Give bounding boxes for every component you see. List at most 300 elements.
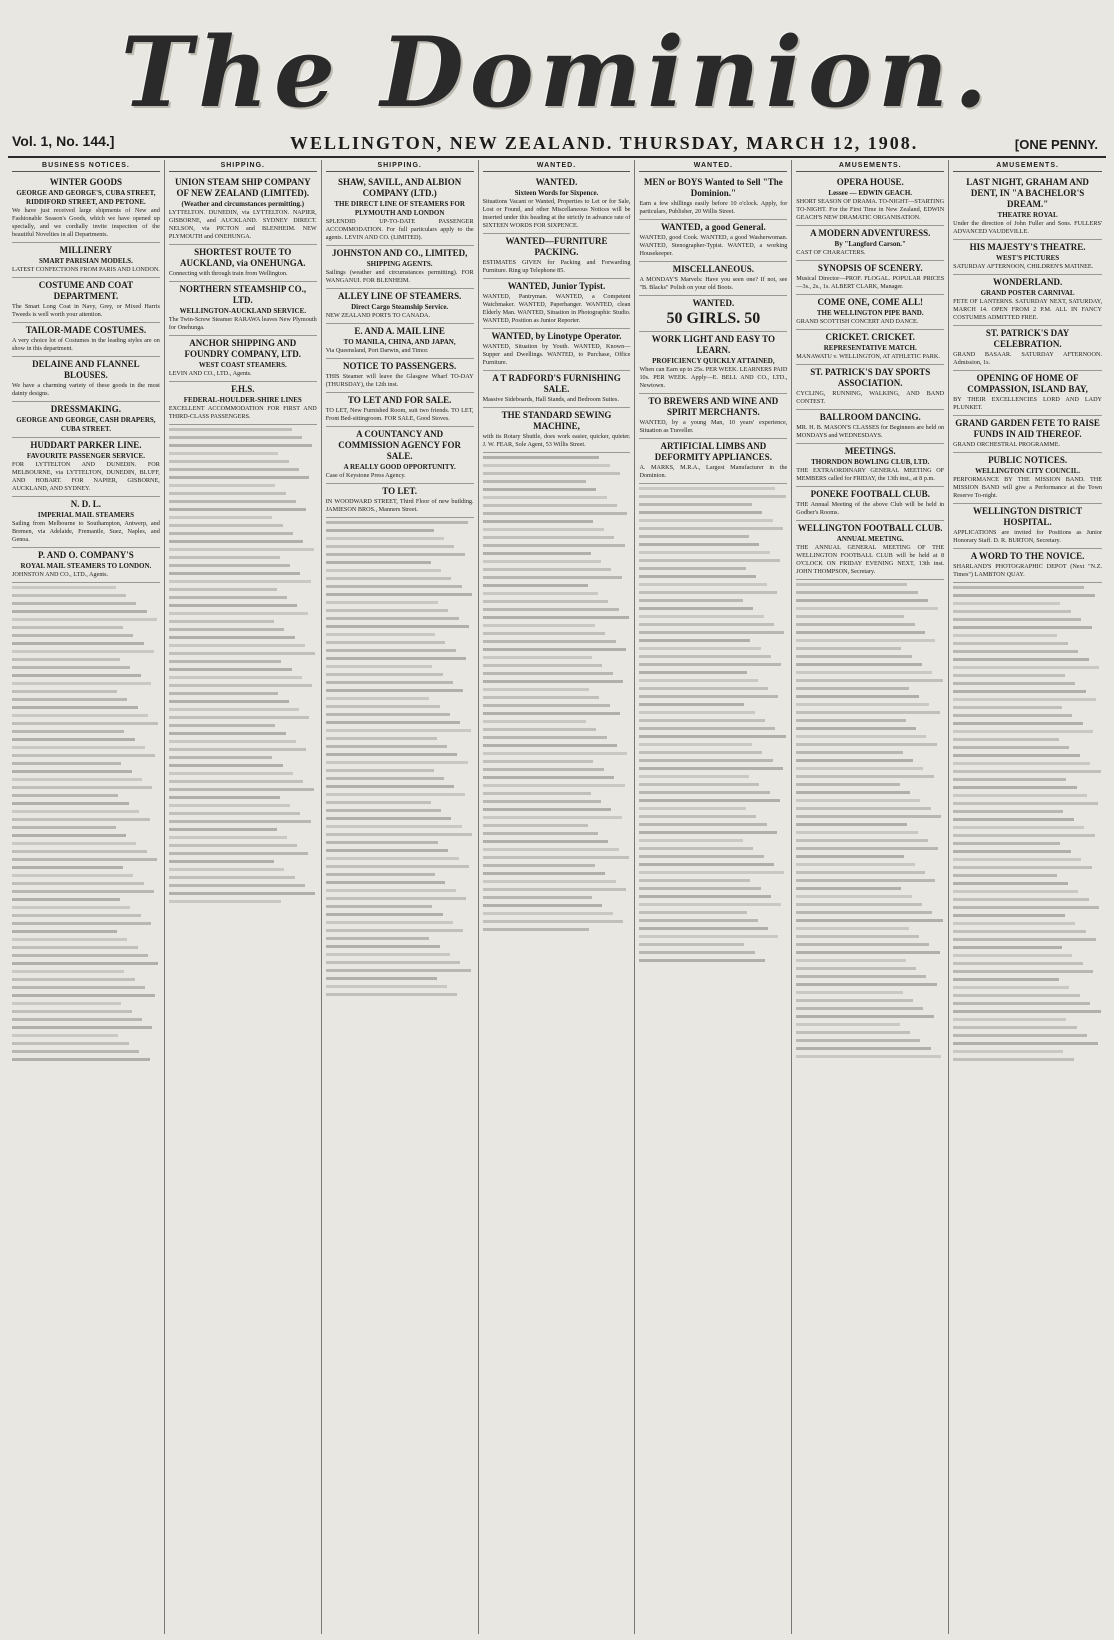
print-line bbox=[953, 959, 1083, 965]
print-line bbox=[953, 999, 1090, 1005]
print-line bbox=[169, 881, 305, 887]
print-line bbox=[483, 669, 613, 675]
print-line bbox=[12, 751, 155, 757]
print-line bbox=[169, 849, 308, 855]
print-line bbox=[12, 727, 124, 733]
ad-body: WANTED, Situation by Youth. WANTED, Known—Supper and Dwellings. WANTED, to Purchase, Office Furniture. bbox=[482, 343, 631, 366]
advertisement bbox=[639, 175, 787, 220]
ad-heading: ANCHOR SHIPPING AND FOUNDRY COMPANY, LTD. bbox=[184, 338, 302, 359]
print-line bbox=[639, 604, 753, 610]
print-line bbox=[12, 1007, 132, 1013]
ad-heading: ARTIFICIAL LIMBS AND DEFORMITY APPLIANCES. bbox=[654, 441, 772, 462]
column-7 bbox=[949, 160, 1106, 1634]
print-line bbox=[796, 972, 926, 978]
print-line bbox=[639, 940, 744, 946]
column-2 bbox=[165, 160, 322, 1634]
print-line bbox=[796, 1036, 920, 1042]
ad-body: BY THEIR EXCELLENCIES LORD AND LADY PLUNKET. bbox=[953, 396, 1103, 411]
ad-body: A MONDAY'S Marvels: Have you seen one? If not, see "B. Blacks" Polish on your old Boots. bbox=[639, 276, 788, 291]
print-line bbox=[796, 660, 922, 666]
print-line bbox=[483, 493, 607, 499]
print-line bbox=[483, 837, 609, 843]
print-line bbox=[796, 956, 905, 962]
ad-heading: LAST NIGHT, GRAHAM AND DENT, IN "A BACHELOR'S DREAM." bbox=[966, 177, 1089, 209]
print-line bbox=[639, 692, 778, 698]
print-line bbox=[169, 729, 286, 735]
print-line bbox=[326, 790, 465, 796]
print-line bbox=[639, 828, 777, 834]
print-line bbox=[639, 644, 760, 650]
newspaper-title: The Dominion. bbox=[120, 16, 994, 129]
print-line bbox=[953, 671, 1065, 677]
print-line bbox=[796, 772, 934, 778]
print-line bbox=[12, 719, 158, 725]
advertisement bbox=[326, 246, 474, 289]
column-3 bbox=[322, 160, 479, 1634]
advertisement bbox=[326, 175, 474, 246]
print-line bbox=[326, 774, 444, 780]
print-line bbox=[796, 716, 905, 722]
print-line bbox=[326, 542, 455, 548]
print-line bbox=[639, 572, 756, 578]
ad-body: SATURDAY AFTERNOON, CHILDREN'S MATINEE. bbox=[953, 263, 1094, 270]
print-line bbox=[953, 951, 1072, 957]
print-line bbox=[12, 655, 120, 661]
column-6 bbox=[792, 160, 949, 1634]
print-line bbox=[169, 505, 307, 511]
print-line bbox=[326, 726, 471, 732]
print-line bbox=[12, 711, 148, 717]
print-line bbox=[326, 902, 432, 908]
ad-body: The Smart Long Coat in Navy, Grey, or Mixed Harris Tweeds is well worth your attention. bbox=[12, 303, 160, 318]
advertisement bbox=[953, 416, 1102, 453]
ad-heading: SHORTEST ROUTE TO AUCKLAND, via ONEHUNGA. bbox=[180, 247, 306, 268]
ad-body: A. MARKS, M.R.A., Largest Manufacturer in the Dominion. bbox=[639, 464, 788, 479]
print-line bbox=[796, 604, 938, 610]
ad-body: CYCLING, RUNNING, WALKING, AND BAND CONTEST. bbox=[796, 390, 945, 405]
advertisement bbox=[12, 497, 160, 548]
print-line bbox=[483, 685, 589, 691]
print-line bbox=[12, 983, 145, 989]
ad-body: Situations Vacant or Wanted, Properties to Let or for Sale, Lost or Found, and other Miscellaneous Notices will be inserted under this heading at the strictly in advance rate of SIXTEEN WORDS FOR SIXPENCE. bbox=[482, 198, 631, 229]
print-line bbox=[169, 481, 275, 487]
print-line bbox=[953, 591, 1094, 597]
print-line bbox=[953, 983, 1069, 989]
print-line bbox=[639, 524, 782, 530]
print-line bbox=[169, 585, 277, 591]
ad-subheading: THE DIRECT LINE OF STEAMERS FOR PLYMOUTH AND LONDON bbox=[334, 200, 465, 217]
ad-body: EXCELLENT ACCOMMODATION FOR FIRST AND THIRD-CLASS PASSENGERS. bbox=[168, 405, 317, 420]
print-line bbox=[326, 574, 452, 580]
advertisement bbox=[326, 359, 474, 393]
advertisement bbox=[169, 175, 317, 245]
print-line bbox=[326, 630, 435, 636]
print-line bbox=[796, 764, 923, 770]
ad-heading: SHAW, SAVILL, AND ALBION COMPANY (LTD.) bbox=[337, 177, 462, 198]
print-line bbox=[483, 693, 600, 699]
print-line bbox=[796, 836, 928, 842]
dense-print-texture bbox=[12, 583, 160, 1061]
print-line bbox=[796, 620, 914, 626]
advertisement bbox=[639, 439, 787, 484]
print-line bbox=[796, 692, 919, 698]
print-line bbox=[169, 561, 290, 567]
print-line bbox=[12, 743, 145, 749]
ad-body: APPLICATIONS are invited for Positions as Junior Honorary Staff. D. R. BURTON, Secretary. bbox=[953, 529, 1103, 544]
print-line bbox=[169, 497, 296, 503]
ad-heading: MISCELLANEOUS. bbox=[672, 264, 754, 274]
ad-heading: ALLEY LINE OF STEAMERS. bbox=[337, 291, 462, 301]
ad-heading: PONEKE FOOTBALL CLUB. bbox=[810, 489, 930, 499]
print-line bbox=[12, 839, 136, 845]
print-line bbox=[953, 647, 1078, 653]
print-line bbox=[639, 684, 768, 690]
print-line bbox=[796, 948, 939, 954]
print-line bbox=[796, 732, 926, 738]
print-line bbox=[796, 868, 925, 874]
advertisement bbox=[169, 245, 317, 282]
print-line bbox=[326, 846, 449, 852]
ad-heading: WORK LIGHT AND EASY TO LEARN. bbox=[651, 334, 775, 355]
print-line bbox=[953, 607, 1071, 613]
ad-heading: A WORD TO THE NOVICE. bbox=[970, 551, 1085, 561]
price: [ONE PENNY. bbox=[1014, 137, 1098, 152]
print-line bbox=[326, 814, 452, 820]
print-line bbox=[796, 612, 904, 618]
advertisement bbox=[12, 243, 160, 278]
advertisement bbox=[953, 371, 1102, 416]
print-line bbox=[326, 782, 455, 788]
ad-subheading: GEORGE AND GEORGE, CASH DRAPERS, CUBA STREET. bbox=[16, 416, 156, 433]
advertisement bbox=[639, 296, 787, 332]
print-line bbox=[796, 740, 936, 746]
print-line bbox=[169, 681, 312, 687]
ad-heading: BALLROOM DANCING. bbox=[819, 412, 921, 422]
print-line bbox=[169, 857, 274, 863]
ad-subheading: By "Langford Carson." bbox=[834, 240, 906, 248]
print-line bbox=[326, 758, 468, 764]
print-line bbox=[169, 761, 283, 767]
print-line bbox=[483, 677, 623, 683]
print-line bbox=[953, 903, 1099, 909]
print-line bbox=[953, 1055, 1074, 1061]
print-line bbox=[796, 652, 911, 658]
advertisement bbox=[796, 295, 944, 330]
ad-subheading: TO MANILA, CHINA, AND JAPAN, bbox=[343, 338, 456, 346]
print-line bbox=[326, 750, 458, 756]
advertisement bbox=[796, 410, 944, 444]
print-line bbox=[639, 884, 760, 890]
print-line bbox=[796, 1012, 934, 1018]
advertisement bbox=[483, 371, 631, 408]
print-line bbox=[326, 710, 450, 716]
print-line bbox=[169, 873, 295, 879]
print-line bbox=[953, 919, 1075, 925]
print-line bbox=[953, 935, 1096, 941]
print-line bbox=[12, 879, 144, 885]
print-line bbox=[796, 684, 908, 690]
advertisement bbox=[483, 408, 631, 453]
print-line bbox=[12, 799, 129, 805]
ad-heading: ST. PATRICK'S DAY CELEBRATION. bbox=[985, 328, 1070, 349]
print-line bbox=[483, 749, 628, 755]
print-line bbox=[326, 974, 437, 980]
print-line bbox=[953, 719, 1083, 725]
ad-subheading: (Weather and circumstances permitting.) bbox=[181, 200, 305, 208]
ad-body: PERFORMANCE BY THE MISSION BAND. THE MISSION BAND will give a Performance at the Town Reserve To-night. bbox=[953, 476, 1103, 499]
print-line bbox=[12, 831, 126, 837]
print-line bbox=[326, 558, 431, 564]
advertisement bbox=[953, 549, 1102, 583]
print-line bbox=[639, 836, 743, 842]
advertisement bbox=[639, 262, 787, 296]
print-line bbox=[639, 780, 759, 786]
print-line bbox=[953, 1039, 1097, 1045]
print-line bbox=[953, 743, 1069, 749]
ad-body: Sailings (weather and circumstances permitting). FOR WANGANUI. FOR BLENHEIM. bbox=[325, 269, 474, 284]
print-line bbox=[169, 593, 287, 599]
print-line bbox=[483, 709, 621, 715]
print-line bbox=[796, 988, 902, 994]
ad-body: LYTTELTON. DUNEDIN, via LYTTELTON. NAPIER, GISBORNE, and AUCKLAND. SYDNEY DIRECT. NELSON, via PICTON and BLENHEIM. NEW PLYMOUTH and ONEHUNGA. bbox=[168, 209, 317, 240]
print-line bbox=[639, 516, 772, 522]
print-line bbox=[483, 565, 612, 571]
print-line bbox=[169, 425, 292, 431]
advertisement bbox=[953, 275, 1102, 326]
ad-subheading: PROFICIENCY QUICKLY ATTAINED, bbox=[652, 357, 775, 365]
ad-heading: UNION STEAM SHIP COMPANY OF NEW ZEALAND (LIMITED). bbox=[174, 177, 311, 198]
print-line bbox=[169, 721, 275, 727]
print-line bbox=[12, 911, 141, 917]
ad-body: with its Rotary Shuttle, does work easier, quicker, quieter. J. W. FEAR, Sole Agent, 53 Willis Street. bbox=[482, 433, 631, 448]
print-line bbox=[169, 625, 284, 631]
print-line bbox=[639, 588, 777, 594]
print-line bbox=[169, 569, 301, 575]
advertisement bbox=[639, 394, 787, 439]
print-line bbox=[169, 713, 309, 719]
print-line bbox=[796, 1028, 910, 1034]
print-line bbox=[12, 959, 158, 965]
print-line bbox=[169, 601, 298, 607]
print-line bbox=[796, 1044, 931, 1050]
ad-subheading: THE WELLINGTON PIPE BAND. bbox=[816, 309, 924, 317]
print-line bbox=[12, 919, 151, 925]
print-line bbox=[12, 695, 127, 701]
print-line bbox=[953, 655, 1088, 661]
ad-heading: TAILOR-MADE COSTUMES. bbox=[25, 325, 147, 335]
print-line bbox=[169, 473, 309, 479]
print-line bbox=[483, 861, 595, 867]
print-line bbox=[326, 870, 435, 876]
print-line bbox=[169, 449, 278, 455]
print-line bbox=[12, 687, 117, 693]
print-line bbox=[12, 703, 138, 709]
print-line bbox=[483, 629, 606, 635]
advertisement bbox=[796, 330, 944, 365]
print-line bbox=[326, 878, 446, 884]
print-line bbox=[483, 501, 618, 507]
print-line bbox=[12, 615, 157, 621]
ad-heading: A T RADFORD'S FURNISHING SALE. bbox=[492, 373, 621, 394]
ad-body: 50 GIRLS. 50 bbox=[666, 310, 761, 327]
print-line bbox=[12, 871, 133, 877]
column-header: SHIPPING. bbox=[326, 162, 474, 172]
ad-subheading: SHIPPING AGENTS. bbox=[366, 260, 433, 268]
ad-body: FETE OF LANTERNS. SATURDAY NEXT, SATURDAY, MARCH 14. OPEN FROM 2 P.M. ALL IN FANCY COSTUMES ADMITTED FREE. bbox=[953, 298, 1103, 321]
print-line bbox=[326, 662, 432, 668]
print-line bbox=[169, 897, 281, 903]
print-line bbox=[169, 809, 301, 815]
print-line bbox=[639, 772, 748, 778]
print-line bbox=[953, 823, 1084, 829]
print-line bbox=[953, 639, 1068, 645]
ad-heading: OPENING OF HOME OF COMPASSION, ISLAND BAY, bbox=[967, 373, 1088, 394]
print-line bbox=[12, 679, 151, 685]
advertisement bbox=[796, 261, 944, 295]
print-line bbox=[326, 622, 469, 628]
print-line bbox=[483, 901, 603, 907]
print-line bbox=[12, 903, 130, 909]
print-line bbox=[483, 469, 621, 475]
print-line bbox=[483, 605, 619, 611]
ad-body: JOHNSTON AND CO., LTD., Agents. bbox=[12, 571, 109, 578]
print-line bbox=[639, 748, 762, 754]
print-line bbox=[483, 581, 588, 587]
print-line bbox=[483, 485, 597, 491]
print-line bbox=[639, 708, 754, 714]
print-line bbox=[953, 839, 1060, 845]
print-line bbox=[483, 597, 609, 603]
print-line bbox=[169, 673, 302, 679]
print-line bbox=[953, 943, 1062, 949]
print-line bbox=[169, 545, 314, 551]
ad-body: WANTED, Pantryman. WANTED, a Competent Watchmaker. WANTED, Paperhanger. WANTED, clean Elderly Man. WANTED, Situation in Photographic Studio. WANTED, Position as Junior Reporter. bbox=[482, 293, 631, 324]
print-line bbox=[12, 583, 116, 589]
print-line bbox=[953, 1047, 1063, 1053]
print-line bbox=[483, 821, 588, 827]
ad-body: WANTED, good Cook. WANTED, a good Washerwoman. WANTED, Stenographer-Typist. WANTED, a working Housekeeper. bbox=[639, 234, 788, 257]
ad-subheading: ROYAL MAIL STEAMERS TO LONDON. bbox=[20, 562, 152, 570]
print-line bbox=[639, 820, 766, 826]
column-header: WANTED. bbox=[483, 162, 631, 172]
print-line bbox=[12, 1015, 142, 1021]
print-line bbox=[12, 663, 130, 669]
print-line bbox=[483, 813, 622, 819]
print-line bbox=[326, 886, 456, 892]
print-line bbox=[12, 639, 144, 645]
print-line bbox=[12, 1039, 129, 1045]
masthead bbox=[0, 0, 1114, 153]
print-line bbox=[326, 526, 434, 532]
ad-heading: COME ONE, COME ALL! bbox=[817, 297, 923, 307]
print-line bbox=[326, 990, 458, 996]
print-line bbox=[326, 670, 443, 676]
ad-body: THE Annual Meeting of the above Club will be held in Godber's Rooms. bbox=[796, 501, 945, 516]
ad-body: When can Earn up to 25s. PER WEEK. LEARNERS PAID 10s. PER WEEK. Apply—E. BELL AND CO., LTD., Newtown. bbox=[639, 366, 788, 389]
print-line bbox=[169, 705, 299, 711]
ad-heading: WANTED, Junior Typist. bbox=[507, 281, 606, 291]
advertisement bbox=[12, 278, 160, 323]
print-line bbox=[483, 725, 597, 731]
print-line bbox=[169, 521, 283, 527]
dense-print-texture bbox=[483, 453, 631, 931]
print-line bbox=[953, 759, 1090, 765]
ad-heading: WELLINGTON FOOTBALL CLUB. bbox=[797, 523, 943, 533]
print-line bbox=[169, 457, 289, 463]
print-line bbox=[12, 631, 133, 637]
print-line bbox=[953, 855, 1081, 861]
print-line bbox=[639, 924, 768, 930]
ad-heading: P. AND O. COMPANY'S bbox=[38, 550, 134, 560]
ad-body: MANAWATU v. WELLINGTON, AT ATHLETIC PARK. bbox=[796, 353, 940, 360]
print-line bbox=[639, 788, 769, 794]
print-line bbox=[483, 757, 594, 763]
ad-body: SPLENDID UP-TO-DATE PASSENGER ACCOMMODATION. For full particulars apply to the agents. LEVIN AND CO. (LIMITED). bbox=[325, 218, 474, 241]
print-line bbox=[953, 727, 1093, 733]
ad-body: Connecting with through train from Wellington. bbox=[168, 270, 288, 277]
print-line bbox=[12, 1023, 152, 1029]
ad-heading: CRICKET. CRICKET. bbox=[825, 332, 915, 342]
print-line bbox=[12, 1031, 118, 1037]
print-line bbox=[796, 780, 900, 786]
print-line bbox=[169, 689, 278, 695]
ad-subheading: Sixteen Words for Sixpence. bbox=[514, 189, 599, 197]
print-line bbox=[483, 797, 601, 803]
print-line bbox=[12, 623, 123, 629]
print-line bbox=[12, 735, 135, 741]
print-line bbox=[796, 908, 932, 914]
print-line bbox=[169, 865, 284, 871]
print-line bbox=[326, 838, 438, 844]
print-line bbox=[12, 975, 135, 981]
print-line bbox=[483, 517, 594, 523]
print-line bbox=[639, 804, 745, 810]
print-line bbox=[169, 889, 315, 895]
print-line bbox=[639, 716, 765, 722]
print-line bbox=[953, 991, 1080, 997]
print-line bbox=[953, 911, 1065, 917]
print-line bbox=[326, 982, 447, 988]
print-line bbox=[483, 701, 610, 707]
ad-body: Earn a few shillings easily before 10 o'clock. Apply, for particulars, Publisher, 20 Willis Street. bbox=[639, 200, 788, 215]
ad-heading: WANTED. bbox=[692, 298, 735, 308]
ad-heading: MEETINGS. bbox=[844, 446, 896, 456]
print-line bbox=[796, 636, 935, 642]
print-line bbox=[639, 796, 779, 802]
print-line bbox=[483, 829, 598, 835]
print-line bbox=[639, 676, 757, 682]
print-line bbox=[326, 830, 472, 836]
print-line bbox=[326, 718, 461, 724]
print-line bbox=[796, 700, 929, 706]
advertisement bbox=[639, 332, 787, 394]
print-line bbox=[12, 927, 117, 933]
print-line bbox=[639, 636, 750, 642]
advertisement bbox=[639, 220, 787, 262]
dense-print-texture bbox=[796, 580, 944, 1058]
print-line bbox=[326, 686, 464, 692]
print-line bbox=[169, 433, 302, 439]
print-line bbox=[953, 751, 1080, 757]
ad-subheading: Lessee — EDWIN GEACH. bbox=[828, 189, 913, 197]
ad-body: IN WOODWARD STREET, Third Floor of new building. JAMIESON BROS., Manners Street. bbox=[325, 498, 474, 513]
ad-heading: MILLINERY bbox=[59, 245, 113, 255]
print-line bbox=[796, 708, 939, 714]
print-line bbox=[796, 812, 941, 818]
advertisement bbox=[169, 282, 317, 336]
dense-print-texture bbox=[953, 583, 1102, 1061]
print-line bbox=[326, 950, 450, 956]
